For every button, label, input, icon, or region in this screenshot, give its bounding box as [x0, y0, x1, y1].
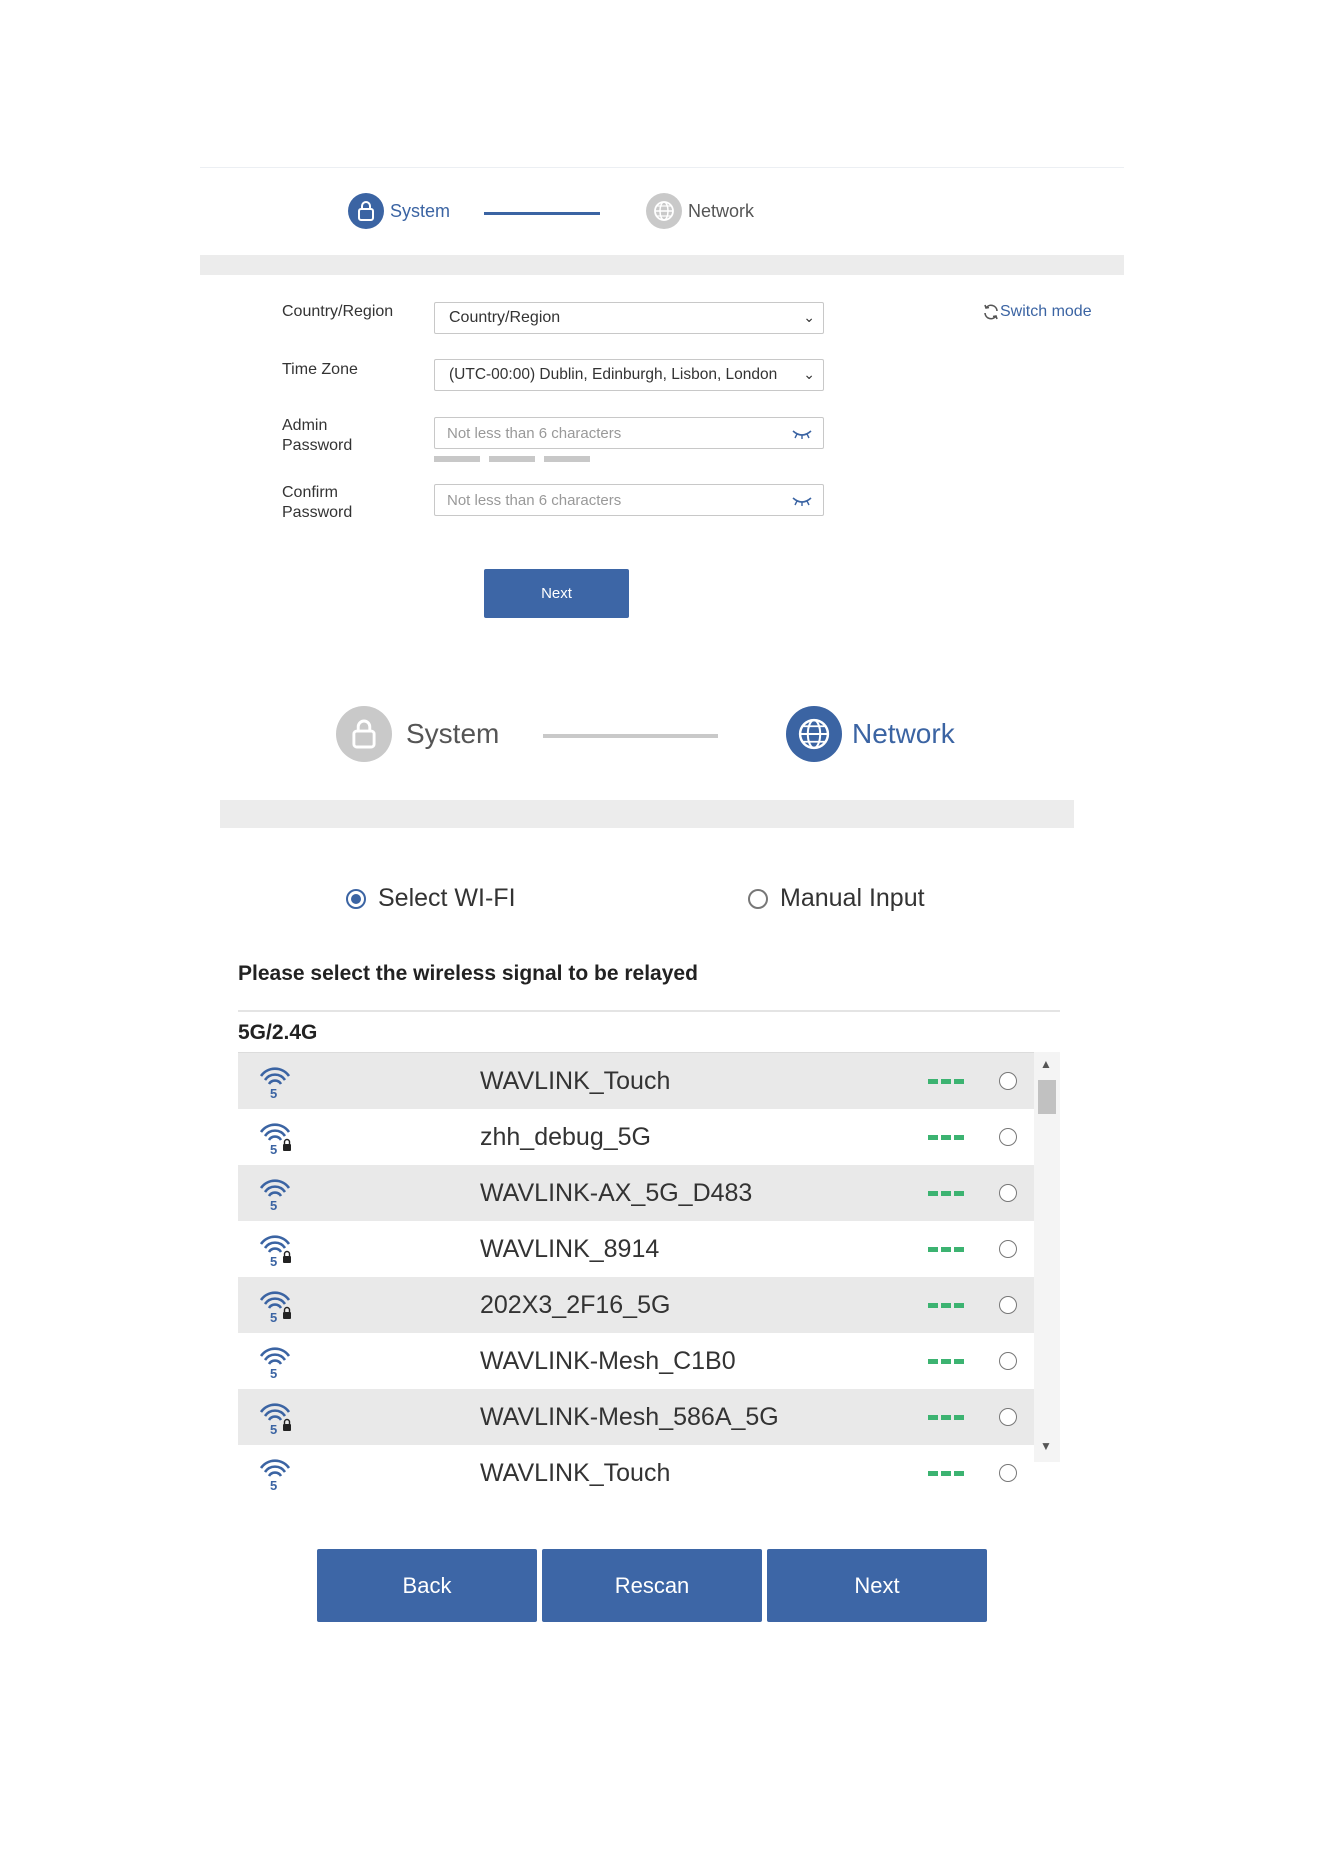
wifi-ssid: WAVLINK-Mesh_586A_5G [480, 1402, 779, 1431]
svg-text:5: 5 [270, 1086, 278, 1101]
step-network-label: Network [852, 718, 955, 749]
wifi-row[interactable] [238, 1165, 1034, 1221]
band-label: 5G/2.4G [238, 1021, 318, 1044]
wifi-5g-icon [258, 1179, 294, 1216]
wifi-5g-locked-icon [258, 1235, 294, 1272]
wifi-row[interactable] [238, 1109, 1034, 1165]
signal-strength-icon [928, 1471, 964, 1476]
select-wifi-option[interactable] [346, 884, 516, 913]
wifi-row[interactable] [238, 1389, 1034, 1445]
panel2-header-band [220, 800, 1074, 828]
heading-divider [238, 1010, 1060, 1012]
wifi-select-radio[interactable] [999, 1296, 1017, 1314]
signal-strength-icon [928, 1247, 964, 1252]
wifi-5g-locked-icon [258, 1123, 294, 1160]
confirm-password-placeholder: Not less than 6 characters [447, 491, 622, 509]
wifi-list-scrollbar[interactable] [1034, 1052, 1060, 1462]
manual-input-label: Manual Input [780, 884, 925, 912]
wifi-select-radio[interactable] [999, 1184, 1017, 1202]
password-strength-bar-3 [544, 456, 590, 462]
step-network-large [786, 706, 955, 762]
wifi-ssid: WAVLINK-Mesh_C1B0 [480, 1346, 736, 1375]
svg-text:5: 5 [270, 1142, 278, 1157]
select-wifi-label: Select WI-FI [378, 884, 516, 912]
panel1-next-button[interactable]: Next [484, 569, 629, 618]
wifi-row[interactable] [238, 1333, 1034, 1389]
country-select[interactable] [434, 302, 824, 334]
wifi-ssid: WAVLINK_Touch [480, 1066, 671, 1095]
scroll-up-arrow-icon[interactable]: ▲ [1040, 1057, 1052, 1071]
wifi-select-radio[interactable] [999, 1464, 1017, 1482]
svg-text:5: 5 [270, 1366, 278, 1381]
timezone-label: Time Zone [282, 361, 358, 378]
lock-icon [336, 706, 392, 762]
confirm-password-label-line1: Confirm [282, 484, 339, 501]
wifi-ssid: zhh_debug_5G [480, 1122, 651, 1151]
panel1-top-divider [200, 167, 1124, 168]
scroll-thumb[interactable] [1038, 1080, 1056, 1114]
rescan-button[interactable]: Rescan [542, 1549, 762, 1622]
chevron-down-icon: ⌄ [803, 309, 815, 325]
scroll-down-arrow-icon[interactable]: ▼ [1040, 1439, 1052, 1453]
step-system-large [336, 706, 499, 762]
step-system-label: System [390, 200, 451, 221]
refresh-icon [982, 303, 1000, 321]
lock-icon [348, 193, 384, 229]
wifi-select-radio[interactable] [999, 1072, 1017, 1090]
confirm-password-label [282, 483, 352, 523]
wifi-list[interactable] [238, 1052, 1060, 1493]
wifi-ssid: WAVLINK_Touch [480, 1458, 671, 1487]
timezone-select[interactable] [434, 359, 824, 391]
wifi-row[interactable] [238, 1445, 1034, 1501]
signal-strength-icon [928, 1191, 964, 1196]
password-strength-bar-1 [434, 456, 480, 462]
wifi-row[interactable] [238, 1053, 1034, 1109]
admin-password-label [282, 416, 352, 456]
svg-text:5: 5 [270, 1254, 278, 1269]
switch-mode-link[interactable] [982, 303, 1092, 321]
svg-text:5: 5 [270, 1478, 278, 1493]
signal-strength-icon [928, 1079, 964, 1084]
back-button[interactable]: Back [317, 1549, 537, 1622]
step-system [348, 193, 450, 229]
wifi-ssid: WAVLINK-AX_5G_D483 [480, 1178, 753, 1207]
eye-closed-icon[interactable] [791, 427, 813, 444]
next-button[interactable]: Next [767, 1549, 987, 1622]
signal-strength-icon [928, 1303, 964, 1308]
svg-text:5: 5 [270, 1422, 278, 1437]
admin-password-placeholder: Not less than 6 characters [447, 424, 622, 442]
svg-text:5: 5 [270, 1198, 278, 1213]
wifi-ssid: WAVLINK_8914 [480, 1234, 660, 1263]
wifi-row[interactable] [238, 1277, 1034, 1333]
globe-icon [786, 706, 842, 762]
step-connector [543, 734, 718, 738]
wifi-5g-locked-icon [258, 1291, 294, 1328]
panel1-header-band [200, 255, 1124, 275]
wifi-5g-icon [258, 1459, 294, 1496]
admin-password-label-line1: Admin [282, 417, 328, 434]
step-network-label: Network [688, 200, 755, 221]
signal-strength-icon [928, 1415, 964, 1420]
country-select-value: Country/Region [449, 309, 561, 326]
svg-text:5: 5 [270, 1310, 278, 1325]
country-label: Country/Region [282, 303, 394, 320]
select-wifi-radio[interactable] [346, 889, 366, 909]
wifi-select-radio[interactable] [999, 1240, 1017, 1258]
timezone-select-value: (UTC-00:00) Dublin, Edinburgh, Lisbon, London [449, 366, 778, 383]
confirm-password-input[interactable] [434, 484, 824, 516]
wifi-5g-icon [258, 1347, 294, 1384]
globe-icon [646, 193, 682, 229]
switch-mode-label: Switch mode [1000, 303, 1092, 320]
manual-input-option[interactable] [748, 884, 925, 913]
manual-input-radio[interactable] [748, 889, 768, 909]
wifi-5g-locked-icon [258, 1403, 294, 1440]
relay-heading: Please select the wireless signal to be relayed [238, 962, 698, 985]
signal-strength-icon [928, 1359, 964, 1364]
step-network [646, 193, 754, 229]
wifi-select-radio[interactable] [999, 1408, 1017, 1426]
step-connector [484, 212, 600, 215]
wifi-select-radio[interactable] [999, 1352, 1017, 1370]
admin-password-label-line2: Password [282, 437, 353, 454]
signal-strength-icon [928, 1135, 964, 1140]
wifi-ssid: 202X3_2F16_5G [480, 1290, 671, 1319]
eye-closed-icon[interactable] [791, 494, 813, 511]
admin-password-input[interactable] [434, 417, 824, 449]
step-system-label: System [406, 718, 500, 749]
wifi-5g-icon [258, 1067, 294, 1104]
confirm-password-label-line2: Password [282, 504, 353, 521]
wifi-select-radio[interactable] [999, 1128, 1017, 1146]
password-strength-bar-2 [489, 456, 535, 462]
wifi-row[interactable] [238, 1221, 1034, 1277]
chevron-down-icon: ⌄ [803, 366, 815, 382]
